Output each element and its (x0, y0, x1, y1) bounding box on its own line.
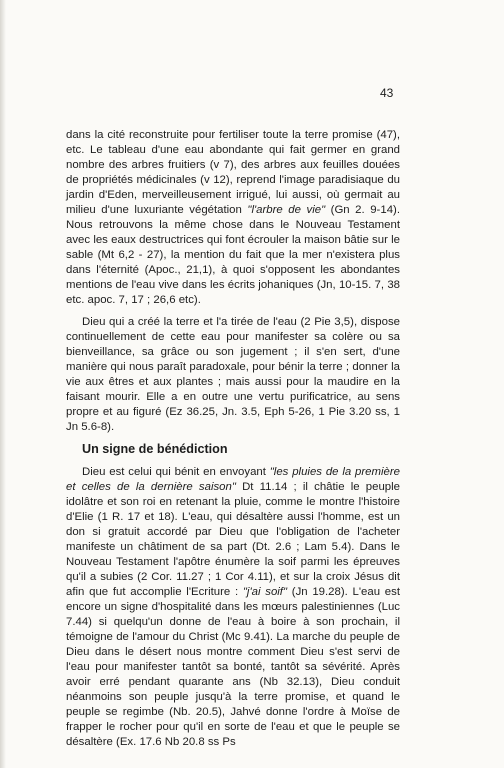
page-number: 43 (380, 86, 394, 100)
page-edge-shadow (0, 0, 6, 768)
intro-paragraphs (66, 128, 400, 435)
paragraph (66, 315, 400, 435)
page-body (66, 128, 400, 757)
paragraph-text: Dt 11.14 ; il châtie le peuple idolâtre et son roi en retenant la pluie, comme le montre l'histoire d'Elie (1 R. 17 et 18). L'eau, qui désaltère aussi l'homme, est un don si gratuit accordé par Dieu que l'obligation de l'acheter manifeste un châtiment de sa part (Dt. 2.6 ; Lam 5.4). Dans le Nouveau Testament l'apôtre énumère la soif parmi les épreuves qu'il a subies (2 Cor. 11.27 ; 1 Cor 4.11), et sur la croix Jésus dit afin que fut accomplie l'Ecriture : (66, 481, 400, 598)
paragraph (66, 128, 400, 308)
section-heading: Un signe de bénédiction (82, 442, 228, 456)
section-paragraphs (66, 465, 400, 750)
quoted-text: "j'ai soif" (242, 586, 288, 598)
paragraph (66, 465, 400, 750)
paragraph-text: (Gn 2. 9-14). Nous retrouvons la même chose dans le Nouveau Testament avec les eaux destructrices qui font écrouler la maison bâtie sur le sable (Mt 6,2 - 27), la mention du fait que la mer n'existera plus dans l'éternité (Apoc., 21,1), à quoi s'opposent les abondantes mentions de l'eau vive dans les écrits johaniques (Jn, 10-15. 7, 38 etc. apoc. 7, 17 ; 26,6 etc). (66, 204, 400, 306)
quoted-text: "les pluies de la première et celles de la dernière saison" (66, 466, 400, 493)
paragraph-text: Dieu qui a créé la terre et l'a tirée de l'eau (2 Pie 3,5), dispose continuellement de cette eau pour manifester sa colère ou sa bienveillance, sa grâce ou son jugement ; il s'en sert, d'une manière qui nous paraît paradoxale, pour bénir la terre ; donner la vie aux êtres et aux plantes ; mais aussi pour la maudire en la faisant mourir. Elle a en outre une vertu purificatrice, au sens propre et au figuré (Ez 36.25, Jn. 3.5, Eph 5-26, 1 Pie 3.20 ss, 1 Jn 5.6-8). (66, 316, 400, 433)
paragraph-text: dans la cité reconstruite pour fertiliser toute la terre promise (47), etc. Le tableau d'une eau abondante qui fait germer en grand nombre des arbres fruitiers (v 7), des arbres aux feuilles douées de propriétés médicinales (v 12), reprend l'image paradisiaque du jardin d'Eden, merveilleusement irrigué, lui aussi, où germait au milieu d'une luxuriante végétation (66, 129, 400, 216)
quoted-text: "l'arbre de vie" (247, 204, 326, 216)
paragraph-text: (Jn 19.28). L'eau est encore un signe d'hospitalité dans les mœurs palestiniennes (Luc 7.44) si quelqu'un donne de l'eau à boire à son prochain, il témoigne de l'amour du Christ (Mc 9.41). La marche du peuple de Dieu dans le désert nous montre comment Dieu s'est servi de l'eau pour manifester tantôt sa bonté, tantôt sa sévérité. Après avoir erré pendant quarante ans (Nb 32.13), Dieu conduit néanmoins son peuple jusqu'à la terre promise, et quand le peuple se regimbe (Nb. 20.5), Jahvé donne l'ordre à Moïse de frapper le rocher pour qu'il en sorte de l'eau et que le peuple se désaltère (Ex. 17.6 Nb 20.8 ss Ps (66, 586, 400, 748)
paragraph-text: Dieu est celui qui bénit en envoyant (82, 466, 270, 478)
